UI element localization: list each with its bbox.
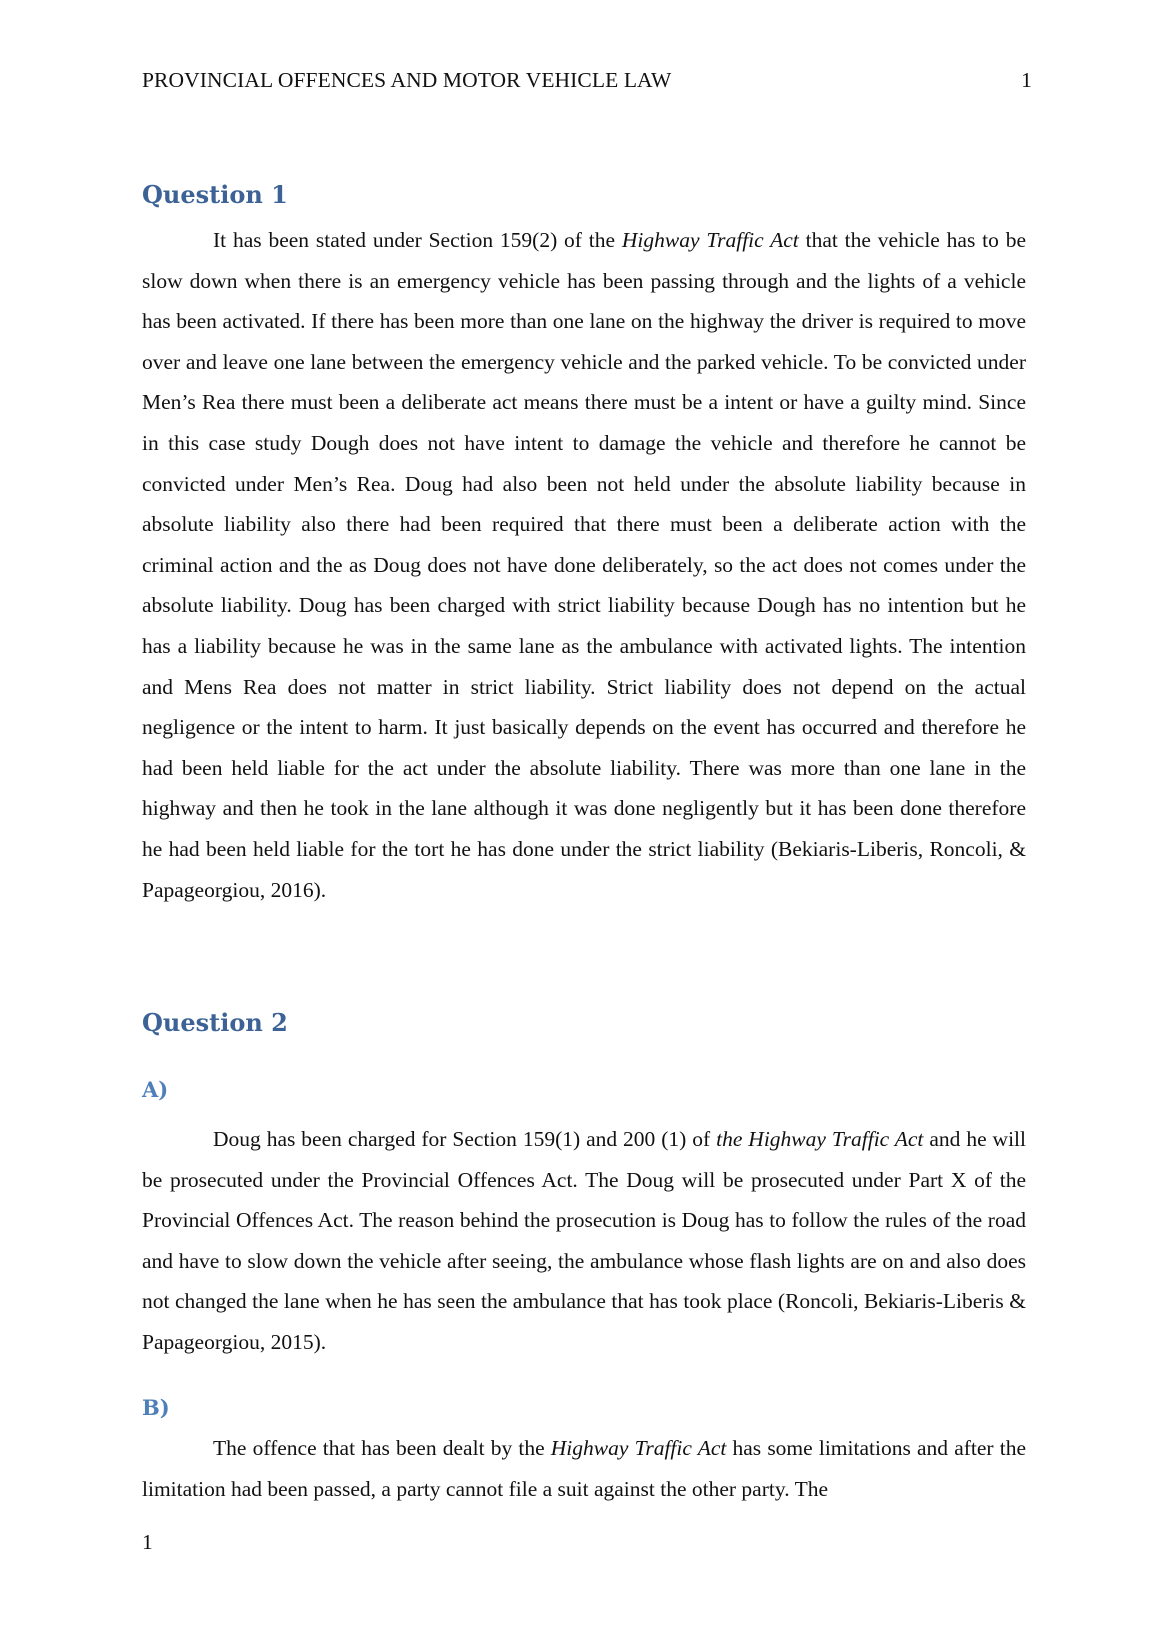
running-header-title: PROVINCIAL OFFENCES AND MOTOR VEHICLE LAW <box>142 68 672 92</box>
part-b-text-start: The offence that has been dealt by the <box>213 1436 551 1460</box>
question-1-paragraph <box>142 220 1026 910</box>
question-1-text-start: It has been stated under Section 159(2) of the <box>213 228 622 252</box>
question-2-part-b-paragraph <box>142 1428 1026 1509</box>
question-2-part-b-label: B) <box>142 1395 170 1420</box>
part-b-text-rest: has some limitations and after the limitation had been passed, a party cannot file a suit against the other party. The <box>142 1436 1026 1501</box>
part-b-act-title: Highway Traffic Act <box>550 1436 727 1460</box>
part-a-text-start: Doug has been charged for Section 159(1) and 200 (1) of <box>213 1127 717 1151</box>
question-2-part-a-label: A) <box>142 1077 169 1102</box>
question-2-part-a-paragraph <box>142 1119 1026 1363</box>
question-1-heading: Question 1 <box>142 180 288 209</box>
running-header <box>142 68 1032 93</box>
question-1-act-title: Highway Traffic Act <box>621 228 799 252</box>
question-2-heading: Question 2 <box>142 1008 288 1037</box>
part-a-text-rest: and he will be prosecuted under the Provincial Offences Act. The Doug will be prosecuted under Part X of the Provincial Offences Act. The reason behind the prosecution is Doug has to follow the rules of the road and have to slow down the vehicle after seeing, the ambulance whose flash lights are on and also does not changed the lane when he has seen the ambulance that has took place (Roncoli, Bekiaris-Liberis & Papageorgiou, 2015). <box>142 1127 1026 1354</box>
question-1-text-rest: that the vehicle has to be slow down when there is an emergency vehicle has been passing through and the lights of a vehicle has been activated. If there has been more than one lane on the highway the driver is required to move over and leave one lane between the emergency vehicle and the parked vehicle. To be convicted under Men’s Rea there must been a deliberate act means there must be a intent or have a guilty mind. Since in this case study Dough does not have intent to damage the vehicle and therefore he cannot be convicted under Men’s Rea. Doug had also been not held under the absolute liability because in absolute liability also there had been required that there must been a deliberate action with the criminal action and the as Doug does not have done deliberately, so the act does not comes under the absolute liability. Doug has been charged with strict liability because Dough has no intention but he has a liability because he was in the same lane as the ambulance with activated lights. The intention and Mens Rea does not matter in strict liability. Strict liability does not depend on the actual negligence or the intent to harm. It just basically depends on the event has occurred and therefore he had been held liable for the act under the absolute liability. There was more than one lane in the highway and then he took in the lane although it was done negligently but it has been done therefore he had been held liable for the tort he has done under the strict liability (Bekiaris-Liberis, Roncoli, & Papageorgiou, 2016). <box>142 228 1026 902</box>
part-a-act-title: the Highway Traffic Act <box>716 1127 924 1151</box>
footer-page-number: 1 <box>142 1530 153 1554</box>
header-page-number: 1 <box>1021 68 1032 92</box>
